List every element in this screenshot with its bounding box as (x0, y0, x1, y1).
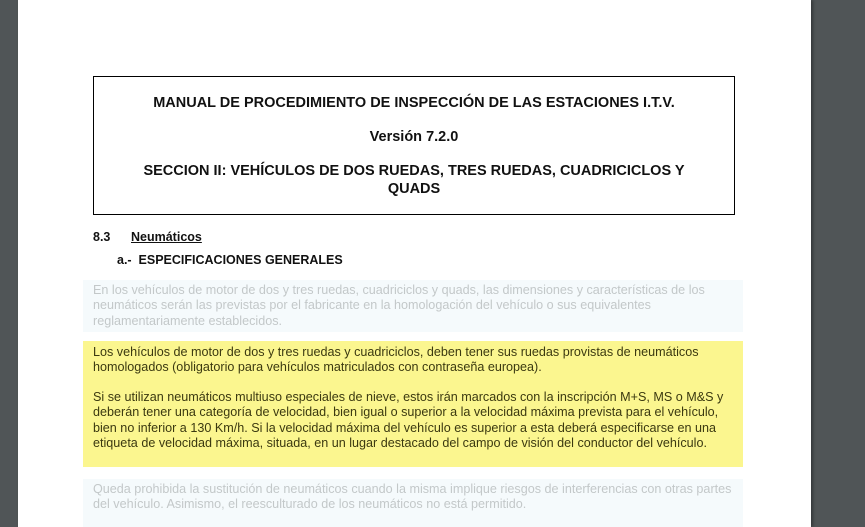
manual-title: MANUAL DE PROCEDIMIENTO DE INSPECCIÓN DE LAS ESTACIONES I.T.V. (153, 95, 675, 111)
section-heading (93, 230, 202, 244)
paragraph-snow-tyres: Si se utilizan neumáticos multiuso especiales de nieve, estos irán marcados con la inscripción M+S, MS o M&S y deberán tener una categoría de velocidad, bien igual o superior a la velocidad máxima prevista para el vehículo, bien no inferior a 130 Km/h. Si la velocidad máxima del vehículo es superior a esta deberá especificarse en una etiqueta de velocidad máxima, situada, en un lugar destacado del campo de visión del conductor del vehículo. (93, 389, 724, 451)
version-label: Versión 7.2.0 (369, 129, 459, 145)
paragraph-prohibition[interactable]: Queda prohibida la sustitución de neumáticos cuando la misma implique riesgos de interferencias con otras partes del vehículo. Asimismo, el reesculturado de los neumáticos no está permitido. (83, 479, 743, 527)
paragraph-homologated-tyres: Los vehículos de motor de dos y tres ruedas y cuadriciclos, deben tener sus ruedas provistas de neumáticos homologados (obligatorio para vehículos matriculados con contraseña europea). (93, 345, 699, 375)
section-title-line1: SECCION II: VEHÍCULOS DE DOS RUEDAS, TRES RUEDAS, CUADRICICLOS Y (143, 163, 685, 179)
title-box (93, 76, 735, 215)
paragraph-dimensions[interactable]: En los vehículos de motor de dos y tres ruedas, cuadriciclos y quads, las dimensiones y características de los neumáticos serán las previstas por el fabricante en la homologación del vehículo o sus equivalentes reglamentariamente establecidos. (83, 280, 743, 332)
section-name: Neumáticos (131, 230, 202, 244)
subsection-heading: a.- ESPECIFICACIONES GENERALES (117, 253, 343, 267)
section-title-line2: QUADS (387, 181, 441, 197)
highlighted-block[interactable] (83, 341, 743, 467)
section-number: 8.3 (93, 230, 111, 244)
document-page (18, 0, 811, 527)
